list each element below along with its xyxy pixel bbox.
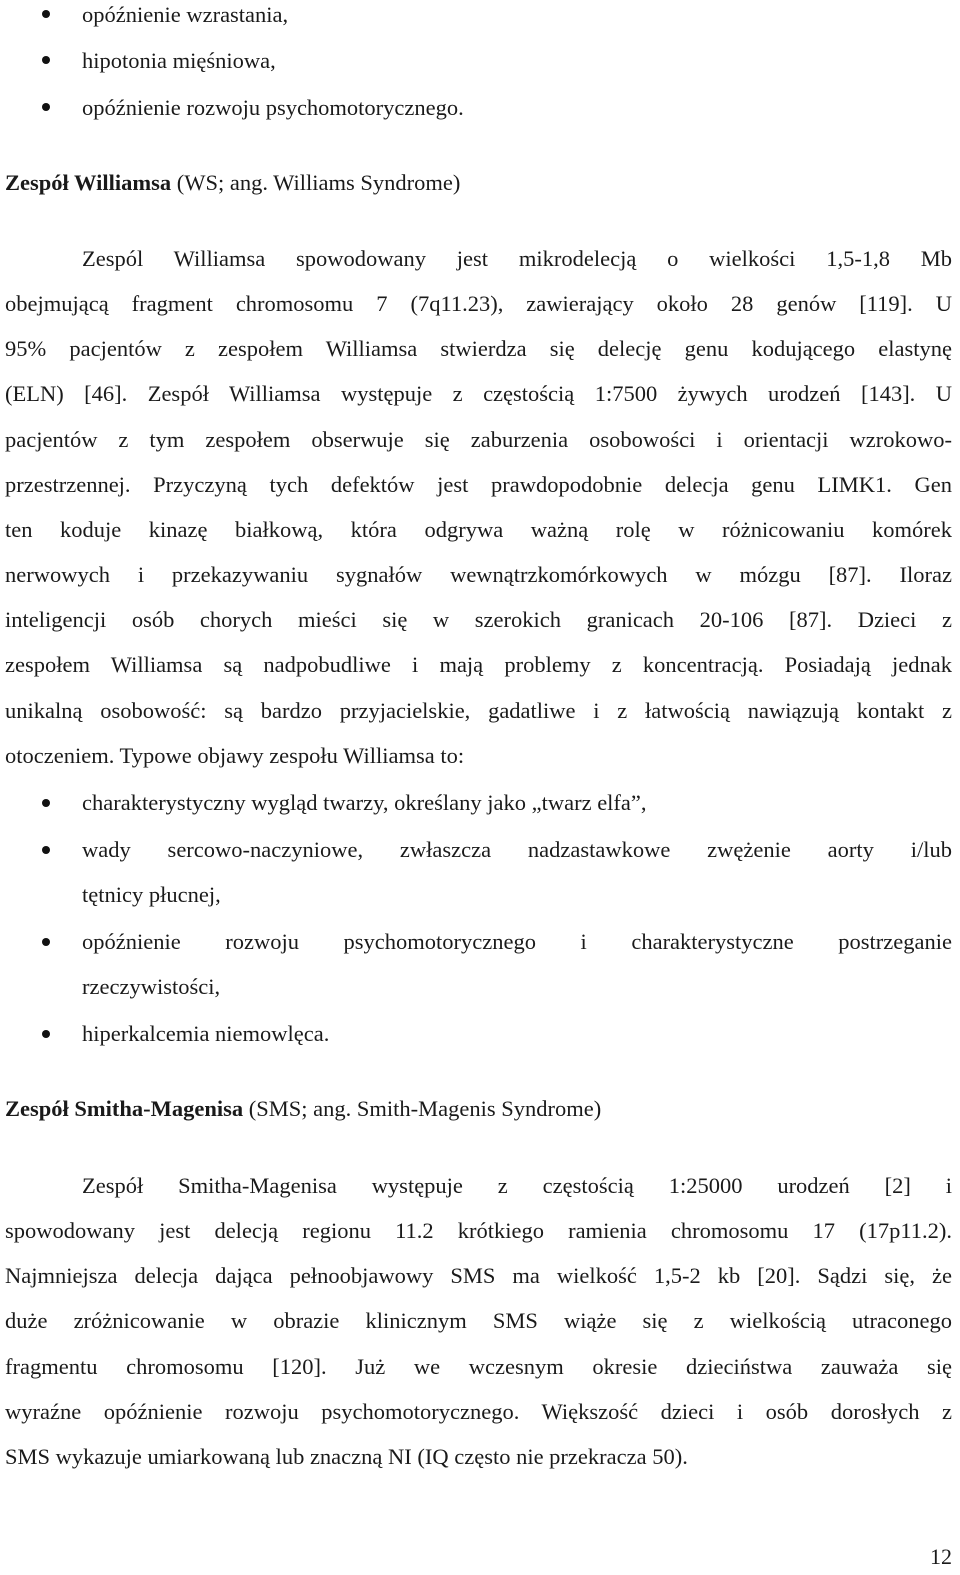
bullet-dot (42, 938, 50, 946)
paragraph-line: obejmującą fragment chromosomu 7 (7q11.23), zawierający około 28 genów [119]. U (5, 291, 952, 316)
list-item: hiperkalcemia niemowlęca. (82, 1021, 330, 1046)
section-heading-williams (5, 168, 952, 198)
heading-bold: Zespół Williamsa (5, 170, 172, 195)
heading-rest: (WS; ang. Williams Syndrome) (171, 170, 461, 195)
bullet-dot (42, 103, 50, 111)
list-item-continuation: tętnicy płucnej, (82, 882, 221, 907)
paragraph-line: wyraźne opóźnienie rozwoju psychomotorycznego. Większość dzieci i osób dorosłych z (5, 1399, 952, 1424)
paragraph-line: Zespół Smitha-Magenisa występuje z częstością 1:25000 urodzeń [2] i (82, 1173, 952, 1198)
paragraph-line: zespołem Williamsa są nadpobudliwe i mają problemy z koncentracją. Posiadają jednak (5, 652, 952, 677)
list-item: hipotonia mięśniowa, (82, 48, 276, 73)
list-item: opóźnienie rozwoju psychomotorycznego i charakterystyczne postrzeganie (82, 929, 952, 954)
paragraph-line: unikalną osobowość: są bardzo przyjacielskie, gadatliwe i z łatwością nawiązują kontakt z (5, 698, 952, 723)
paragraph-line: spowodowany jest delecją regionu 11.2 krótkiego ramienia chromosomu 17 (17p11.2). (5, 1218, 952, 1243)
heading-bold: Zespół Smitha-Magenisa (5, 1096, 244, 1121)
list-item: wady sercowo-naczyniowe, zwłaszcza nadzastawkowe zwężenie aorty i/lub (82, 837, 952, 862)
bullet-dot (42, 1030, 50, 1038)
bullet-dot (42, 56, 50, 64)
bullet-dot (42, 846, 50, 854)
paragraph-line: Najmniejsza delecja dająca pełnoobjawowy SMS ma wielkość 1,5-2 kb [20]. Sądzi się, że (5, 1263, 952, 1288)
paragraph-line: nerwowych i przekazywaniu sygnałów wewnątrzkomórkowych w mózgu [87]. Iloraz (5, 562, 952, 587)
paragraph-line: Zespól Williamsa spowodowany jest mikrodelecją o wielkości 1,5-1,8 Mb (82, 246, 952, 271)
paragraph-line: inteligencji osób chorych mieści się w szerokich granicach 20-106 [87]. Dzieci z (5, 607, 952, 632)
section-heading-smith-magenis (5, 1094, 952, 1124)
list-item: opóźnienie wzrastania, (82, 2, 289, 27)
paragraph-line: pacjentów z tym zespołem obserwuje się zaburzenia osobowości i orientacji wzrokowo- (5, 427, 952, 452)
paragraph-line: SMS wykazuje umiarkowaną lub znaczną NI (IQ często nie przekracza 50). (5, 1444, 688, 1469)
paragraph-line: 95% pacjentów z zespołem Williamsa stwierdza się delecję genu kodującego elastynę (5, 336, 952, 361)
list-item: opóźnienie rozwoju psychomotorycznego. (82, 95, 464, 120)
bullet-dot (42, 799, 50, 807)
bullet-dot (42, 10, 50, 18)
list-item: charakterystyczny wygląd twarzy, określany jako „twarz elfa”, (82, 790, 647, 815)
paragraph-line: ten koduje kinazę białkową, która odgrywa ważną rolę w różnicowaniu komórek (5, 517, 952, 542)
page-number: 12 (930, 1544, 952, 1569)
heading-rest: (SMS; ang. Smith-Magenis Syndrome) (243, 1096, 602, 1121)
paragraph-line: przestrzennej. Przyczyną tych defektów jest prawdopodobnie delecja genu LIMK1. Gen (5, 472, 952, 497)
paragraph-line: (ELN) [46]. Zespół Williamsa występuje z częstością 1:7500 żywych urodzeń [143]. U (5, 381, 952, 406)
paragraph-line: fragmentu chromosomu [120]. Już we wczesnym okresie dzieciństwa zauważa się (5, 1354, 952, 1379)
list-item-continuation: rzeczywistości, (82, 974, 221, 999)
paragraph-line: otoczeniem. Typowe objawy zespołu Williamsa to: (5, 743, 465, 768)
paragraph-line: duże zróżnicowanie w obrazie klinicznym SMS wiąże się z wielkością utraconego (5, 1308, 952, 1333)
